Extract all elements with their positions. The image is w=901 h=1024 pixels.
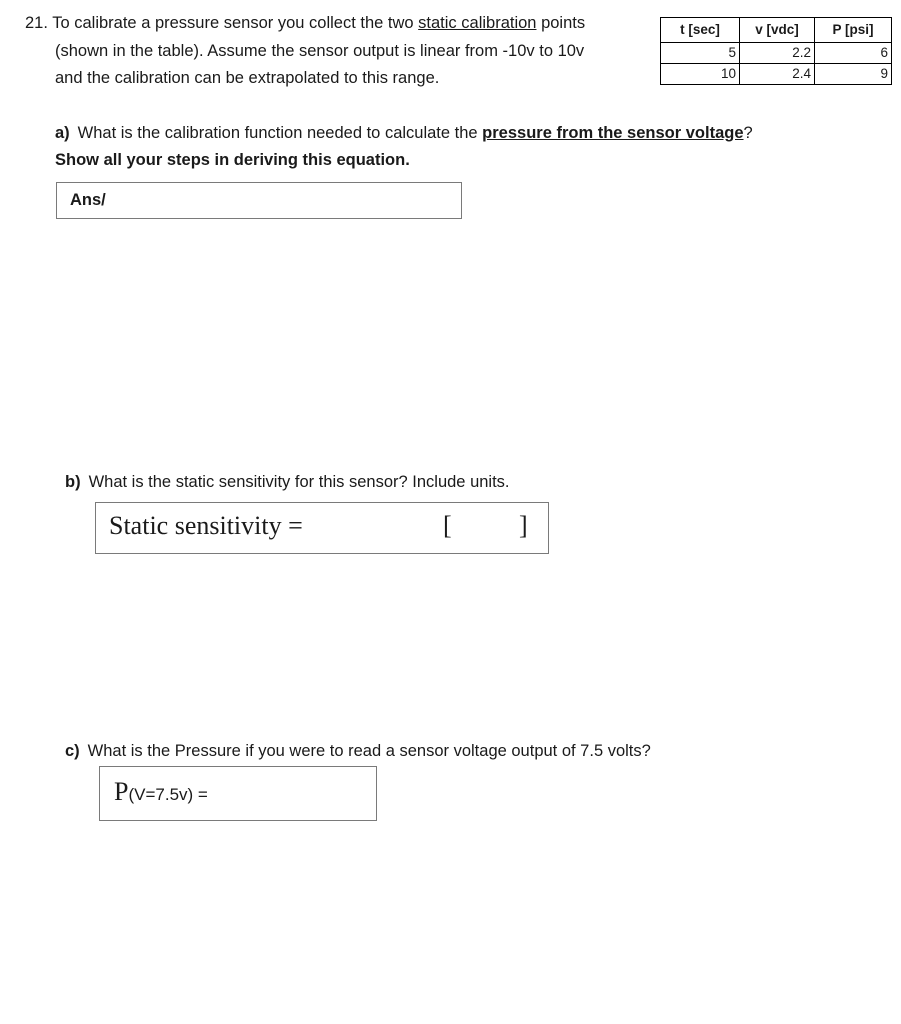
table-row — [661, 43, 892, 64]
table-cell: 2.2 — [740, 43, 815, 64]
part-a-text-pre: What is the calibration function needed to calculate the — [77, 124, 483, 142]
part-c-answer-box[interactable] — [99, 766, 377, 821]
question-text-1b: static calibration — [418, 14, 537, 32]
part-a-question — [55, 122, 753, 144]
part-a-text-post: ? — [743, 124, 753, 142]
units-bracket-close: ] — [519, 511, 528, 540]
question-line-1 — [25, 13, 585, 33]
part-b-answer-text: Static sensitivity = — [109, 511, 303, 540]
table-row — [661, 64, 892, 85]
table-cell: 2.4 — [740, 64, 815, 85]
table-header: v [vdc] — [740, 18, 815, 43]
question-line-3: and the calibration can be extrapolated to this range. — [55, 69, 440, 87]
part-b-label: b) — [65, 473, 81, 491]
part-c-answer-p: P — [114, 777, 129, 806]
part-c-question — [65, 740, 651, 762]
table-cell: 5 — [661, 43, 740, 64]
part-c-text: What is the Pressure if you were to read a sensor voltage output of 7.5 volts? — [87, 742, 651, 760]
table-cell: 6 — [815, 43, 892, 64]
part-c-answer-eq: = — [193, 785, 208, 804]
units-bracket-open: [ — [443, 511, 452, 540]
question-text-1a: To calibrate a pressure sensor you collect the two — [52, 14, 419, 32]
table-cell: 10 — [661, 64, 740, 85]
part-a-answer-label: Ans/ — [70, 191, 106, 209]
table-header: t [sec] — [661, 18, 740, 43]
part-c-answer — [114, 777, 208, 807]
question-number: 21. — [25, 14, 48, 32]
part-c-label: c) — [65, 742, 80, 760]
part-a-text-emph: pressure from the sensor voltage — [482, 124, 744, 142]
part-a-label: a) — [55, 124, 70, 142]
table-header-row — [661, 18, 892, 43]
table-cell: 9 — [815, 64, 892, 85]
part-a-answer-box[interactable] — [56, 182, 462, 219]
question-text-1c: points — [536, 14, 586, 32]
part-a-instructions: Show all your steps in deriving this equation. — [55, 151, 410, 169]
part-b-answer-box[interactable] — [95, 502, 549, 554]
calibration-table — [660, 17, 892, 85]
table-header: P [psi] — [815, 18, 892, 43]
part-c-answer-sub: (V=7.5v) — [128, 785, 194, 804]
part-b-question — [65, 471, 510, 493]
question-line-2: (shown in the table). Assume the sensor output is linear from -10v to 10v — [55, 42, 585, 60]
part-b-text: What is the static sensitivity for this sensor? Include units. — [88, 473, 510, 491]
